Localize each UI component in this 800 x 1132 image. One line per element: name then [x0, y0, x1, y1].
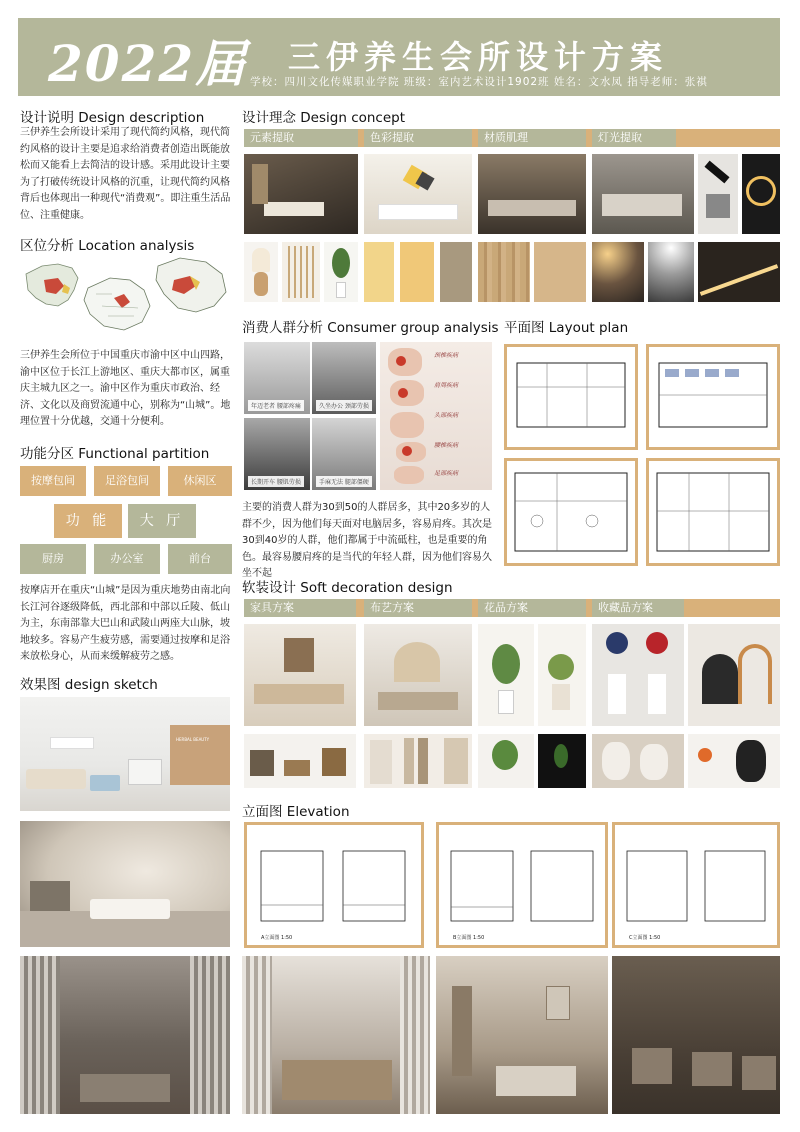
fabric-photo: [364, 624, 472, 726]
plan-title: 平面图 Layout plan: [504, 320, 629, 336]
plan-drawing-1: [504, 344, 638, 450]
foot-bath-render: [612, 956, 780, 1114]
furnished-plan-icon: [649, 347, 777, 447]
elevation-c-icon: [615, 825, 777, 945]
year-title: 2022届: [48, 34, 248, 93]
ring-light-photo: [742, 154, 780, 234]
lamp-photo: [244, 242, 278, 302]
tag-material: 材质肌理: [478, 129, 586, 147]
wood-texture: [478, 242, 530, 302]
flower-photo-2: [538, 624, 586, 726]
consumer-text: 主要的消费人群为30到50的人群居多，其中20多岁的人群不少，因为他们每天面对电脑居多，容易肩疼。其次是30到40岁的人群，他们都属于中流砥柱，也是重要的角色。最容易腰肩疼的是当代的年轻人群，因为他们容易久坐不起: [242, 502, 492, 579]
tag-flower: 花品方案: [478, 599, 586, 617]
function-label: 功 能: [54, 504, 122, 538]
tag-element: 元素提取: [244, 129, 358, 147]
floor-plan-icon: [507, 347, 635, 447]
statue-photo: [592, 734, 684, 788]
flower-photo-1: [478, 624, 534, 726]
elevation-b-icon: [439, 825, 605, 945]
zone-kitchen: 厨房: [20, 544, 86, 574]
pain-foot: 足部疾病: [434, 470, 459, 477]
lobby-render: [20, 697, 230, 811]
hall-label: 大 厅: [128, 504, 196, 538]
concept-title: 设计理念 Design concept: [242, 110, 406, 126]
pain-neck: 颈椎疾病: [434, 352, 459, 359]
plant-photo: [324, 242, 358, 302]
caption-elevation-a: A立面图 1:50: [261, 935, 293, 941]
elevation-title: 立面图 Elevation: [242, 804, 350, 820]
veneer-texture: [534, 242, 586, 302]
elevation-drawing-a: [244, 822, 424, 948]
elevation-drawing-b: [436, 822, 608, 948]
china-map-icon: [26, 264, 78, 306]
palette-gold: [400, 242, 434, 302]
plan-drawing-3: [504, 458, 638, 566]
driver-photo: [244, 418, 310, 490]
tag-lighting: 灯光提取: [592, 129, 676, 147]
zone-office: 办公室: [94, 544, 160, 574]
downlight-photo: [592, 242, 644, 302]
track-light-photo: [698, 154, 738, 234]
strip-light-photo: [698, 242, 780, 302]
furniture-photo: [244, 624, 356, 726]
corridor-render: [20, 956, 230, 1114]
functional-text: 按摩店开在重庆“山城”是因为重庆地势由南北向长江河谷逐级降低，西北部和中部以丘陵、低山为主，东南部靠大巴山和武陵山两座大山脉，坡地较多。容易产生疲劳感，需要通过按摩和足浴来放松身心，从而来缓解疲劳之感。: [20, 585, 231, 662]
zone-foot-bath-room: 足浴包间: [94, 466, 160, 496]
caption-hand: 手麻无法 腿部僵硬: [316, 476, 372, 487]
consumer-title: 消费人群分析 Consumer group analysis: [242, 320, 499, 336]
elevation-a-icon: [247, 825, 421, 945]
caption-driver: 长期开车 腰肌劳损: [248, 476, 304, 487]
caption-office: 久坐办公 颈部劳损: [316, 400, 372, 411]
location-text: 三伊养生会所位于中国重庆市渝中区中山四路，渝中区位于长江上游地区、重庆大都市区，属重庆主城九区之一。渝中区作为重庆市政治、经济、文化以及商贸流通中心，别称为“山城”。地理位置十分优越，交通十分便利。: [20, 350, 231, 427]
soft-decoration-title: 软装设计 Soft decoration design: [242, 580, 453, 596]
zone-leisure-area: 休闲区: [168, 466, 232, 496]
floor-finish-plan-icon: [649, 461, 777, 563]
design-description-text: 三伊养生会所设计采用了现代简约风格，现代简约风格的设计主要是追求给消费者创造出既能放松而又能看上去简洁的设计感。采用此设计主要为了打破传统设计风格的沉重，让现代简约风格背后也体现出一种现代“消费观”。即注重生活品位、注重健康。: [20, 127, 231, 221]
pain-shoulder: 肩周疾病: [434, 382, 459, 389]
caption-elevation-c: C立面图 1:50: [629, 935, 661, 941]
bust-photo: [688, 734, 780, 788]
school-info: 学校：四川文化传媒职业学院 班级：室内艺术设计1902班 姓名：文水凤 指导老师：张祺: [250, 76, 708, 88]
pot-plant-photo: [478, 734, 534, 788]
elderly-photo: [244, 342, 310, 414]
element-photo: [244, 154, 358, 234]
location-title: 区位分析 Location analysis: [20, 238, 195, 254]
palette-taupe: [440, 242, 472, 302]
elevation-drawing-c: [612, 822, 780, 948]
zone-reception: 前台: [168, 544, 232, 574]
pain-head: 头部疾病: [434, 412, 459, 419]
office-photo: [312, 342, 376, 414]
plan-drawing-4: [646, 458, 780, 566]
location-maps: [18, 254, 232, 338]
functional-title: 功能分区 Functional partition: [20, 446, 210, 462]
tag-collection: 收藏品方案: [592, 599, 684, 617]
palette-yellow: [364, 242, 394, 302]
project-title: 三伊养生会所设计方案: [288, 38, 669, 76]
tag-furniture: 家具方案: [244, 599, 356, 617]
tag-fabric: 布艺方案: [364, 599, 472, 617]
caption-elderly: 年迈老者 腰部疼痛: [248, 400, 304, 411]
lighting-photo-room: [592, 154, 694, 234]
pain-chart: [380, 342, 492, 490]
sichuan-chongqing-map-icon: [84, 278, 150, 330]
color-photo: [364, 154, 472, 234]
spotlight-photo: [648, 242, 694, 302]
sketch-title: 效果图 design sketch: [20, 677, 158, 693]
chongqing-district-map-icon: [156, 258, 226, 312]
balloon-statue-photo: [592, 624, 684, 726]
bedroom-render: [242, 956, 430, 1114]
screen-photo: [282, 242, 320, 302]
dark-vase-photo: [538, 734, 586, 788]
shop-sign: HERBAL BEAUTY: [176, 737, 210, 742]
material-photo: [478, 154, 586, 234]
plan-drawing-2: [646, 344, 780, 450]
pain-lumbar: 腰椎疾病: [434, 442, 459, 449]
arch-sculpture-photo: [688, 624, 780, 726]
caption-elevation-b: B立面图 1:50: [453, 935, 485, 941]
tag-color: 色彩提取: [364, 129, 472, 147]
fabric-samples-photo: [364, 734, 472, 788]
massage-room-render: [20, 821, 230, 947]
ceiling-plan-icon: [507, 461, 635, 563]
header-banner: [18, 18, 780, 96]
chairs-photo: [244, 734, 356, 788]
design-description-title: 设计说明 Design description: [20, 110, 205, 126]
zone-massage-room: 按摩包间: [20, 466, 86, 496]
hand-photo: [312, 418, 376, 490]
spa-room-render: [436, 956, 608, 1114]
